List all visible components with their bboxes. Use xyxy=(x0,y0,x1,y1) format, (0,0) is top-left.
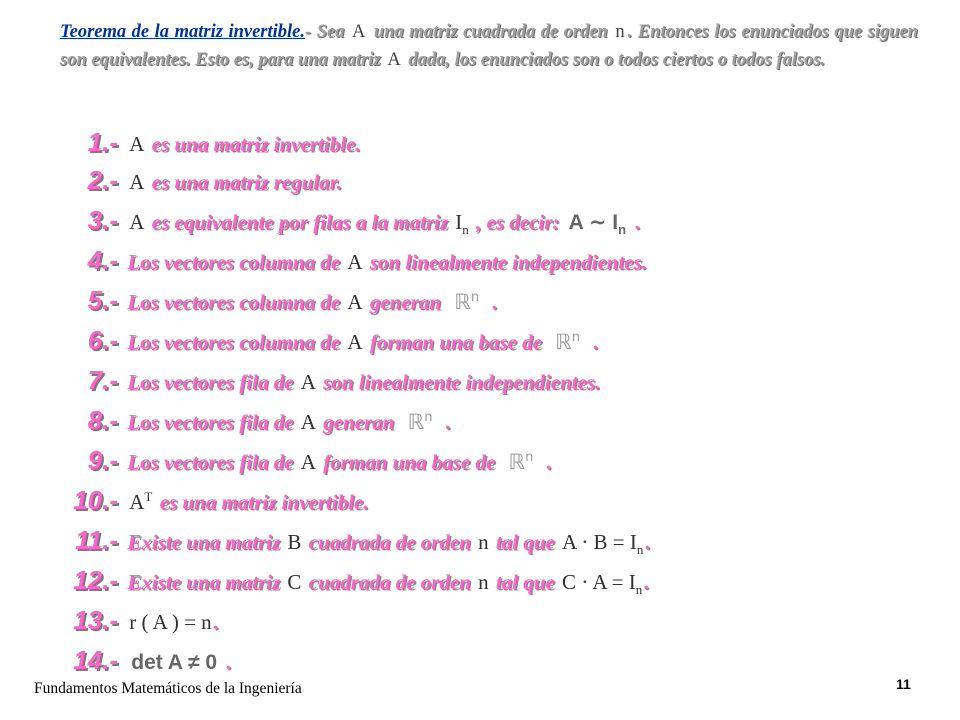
statement-13 xyxy=(0,604,219,636)
statement-text: Los vectores columna de xyxy=(127,330,346,354)
formula-text: A · B = I xyxy=(562,530,637,554)
theorem-statement xyxy=(60,18,918,74)
math-symbol: A xyxy=(347,250,363,274)
real-space-symbol xyxy=(446,290,487,314)
math-symbol: C xyxy=(287,570,302,594)
real-symbol: ℝ xyxy=(454,290,471,314)
statement-text-2: forman una base de xyxy=(364,330,548,354)
statement-text: es equivalente por filas a la matriz xyxy=(146,210,454,234)
statement-text-2: cuadrada de orden xyxy=(303,570,477,594)
statement-text: Los vectores columna de xyxy=(127,290,346,314)
page-number: 11 xyxy=(896,676,911,692)
statement-number: 11.- xyxy=(75,525,118,555)
math-symbol: A xyxy=(129,132,145,156)
statement-text: es una matriz invertible. xyxy=(154,490,369,514)
transpose-matrix xyxy=(127,490,154,514)
intro-text-3: . Entonces los enunciados que siguen son equivalentes. Esto es, para una matriz xyxy=(60,22,918,70)
statement-text-3: tal que xyxy=(490,570,560,594)
theorem-title: Teorema de la matriz invertible. xyxy=(60,22,306,42)
statement-8 xyxy=(0,404,451,436)
row-equivalence-formula xyxy=(565,211,630,238)
formula-text: C · A = I xyxy=(562,570,636,594)
statement-text: Los vectores fila de xyxy=(127,370,299,394)
theorem-dash: - xyxy=(305,22,317,42)
math-symbol: A xyxy=(347,330,363,354)
rank-formula: r ( A ) = n xyxy=(129,610,212,634)
statement-end: . xyxy=(213,610,219,634)
intro-text-1: Sea xyxy=(316,22,351,42)
real-space-symbol xyxy=(547,330,588,354)
statement-number: 10.- xyxy=(73,485,118,515)
statement-text-2: son linealmente independientes. xyxy=(317,370,601,394)
intro-text-2: una matriz cuadrada de orden xyxy=(368,22,614,42)
identity-symbol: I xyxy=(455,210,463,234)
determinant-formula: det A ≠ 0 xyxy=(131,651,218,674)
statement-number: 14.- xyxy=(73,645,118,675)
statement-text: es una matriz invertible. xyxy=(146,132,361,156)
statement-text-2: forman una base de xyxy=(317,450,501,474)
order-symbol: n xyxy=(478,530,489,554)
statement-number: 12.- xyxy=(73,565,118,595)
math-symbol: A xyxy=(300,370,316,394)
statement-6 xyxy=(0,324,599,356)
statement-7 xyxy=(0,364,600,396)
statement-text: Existe una matriz xyxy=(127,530,286,554)
statement-number: 8.- xyxy=(87,405,118,435)
intro-text-4: dada, los enunciados son o todos ciertos o todos falsos. xyxy=(403,50,826,70)
statement-end: . xyxy=(221,650,232,674)
real-space-symbol xyxy=(400,410,441,434)
statement-end: . xyxy=(645,530,651,554)
statement-text-2: cuadrada de orden xyxy=(303,530,477,554)
statement-text-2: generan xyxy=(364,290,447,314)
statement-10 xyxy=(0,484,368,516)
statement-text: Los vectores fila de xyxy=(127,410,299,434)
real-space-symbol xyxy=(500,450,541,474)
product-formula xyxy=(560,530,645,558)
identity-subscript: n xyxy=(462,222,469,238)
statement-2 xyxy=(0,164,342,196)
real-exponent: n xyxy=(571,330,581,345)
intro-matrix-a: A xyxy=(352,22,367,42)
statement-end: . xyxy=(440,410,451,434)
real-exponent: n xyxy=(525,450,534,465)
transpose-superscript: T xyxy=(144,489,153,504)
statement-12 xyxy=(0,564,649,596)
statement-11 xyxy=(0,524,651,556)
formula-subscript: n xyxy=(635,582,643,598)
statement-number: 6.- xyxy=(87,325,118,355)
statement-number: 5.- xyxy=(87,285,118,315)
statement-number: 2.- xyxy=(87,165,118,195)
statement-number: 4.- xyxy=(87,245,118,275)
real-exponent: n xyxy=(424,410,433,425)
real-exponent: n xyxy=(470,290,480,305)
statement-3 xyxy=(0,204,641,236)
statement-number: 13.- xyxy=(73,605,118,635)
statement-5 xyxy=(0,284,498,316)
identity-matrix xyxy=(453,210,471,238)
statement-text-2: , es decir: xyxy=(470,210,565,234)
math-symbol: B xyxy=(287,530,302,554)
course-footer: Fundamentos Matemáticos de la Ingeniería xyxy=(34,680,302,697)
statement-9 xyxy=(0,444,552,476)
statement-1 xyxy=(0,126,361,158)
math-symbol: A xyxy=(300,410,316,434)
statement-end: . xyxy=(644,570,650,594)
order-symbol: n xyxy=(478,570,489,594)
intro-order-n: n xyxy=(615,22,626,42)
formula-subscript: n xyxy=(618,222,627,238)
real-symbol: ℝ xyxy=(508,450,526,474)
statement-end: . xyxy=(487,290,498,314)
statement-end: . xyxy=(588,330,599,354)
math-symbol: A xyxy=(129,210,145,234)
statement-end: . xyxy=(630,210,641,234)
intro-matrix-a-2: A xyxy=(387,50,402,70)
math-symbol: A xyxy=(300,450,316,474)
math-symbol: A xyxy=(129,170,145,194)
product-formula xyxy=(560,570,644,598)
real-symbol: ℝ xyxy=(555,330,572,354)
statement-text: es una matriz regular. xyxy=(146,170,342,194)
statement-end: . xyxy=(541,450,552,474)
statement-text-2: son linealmente independientes. xyxy=(364,250,647,274)
math-symbol: A xyxy=(129,490,145,514)
statement-text: Los vectores columna de xyxy=(127,250,346,274)
statement-text-3: tal que xyxy=(490,530,560,554)
statement-text: Los vectores fila de xyxy=(127,450,299,474)
statement-text-2: generan xyxy=(317,410,400,434)
formula-text: A ∼ I xyxy=(568,211,619,234)
statement-4 xyxy=(0,244,647,276)
statement-14 xyxy=(0,644,232,676)
real-symbol: ℝ xyxy=(407,410,425,434)
math-symbol: A xyxy=(347,290,363,314)
statement-number: 3.- xyxy=(87,205,118,235)
statement-number: 1.- xyxy=(87,127,118,157)
statement-number: 7.- xyxy=(87,365,118,395)
statement-text: Existe una matriz xyxy=(127,570,286,594)
formula-subscript: n xyxy=(636,542,644,558)
statement-number: 9.- xyxy=(87,445,118,475)
